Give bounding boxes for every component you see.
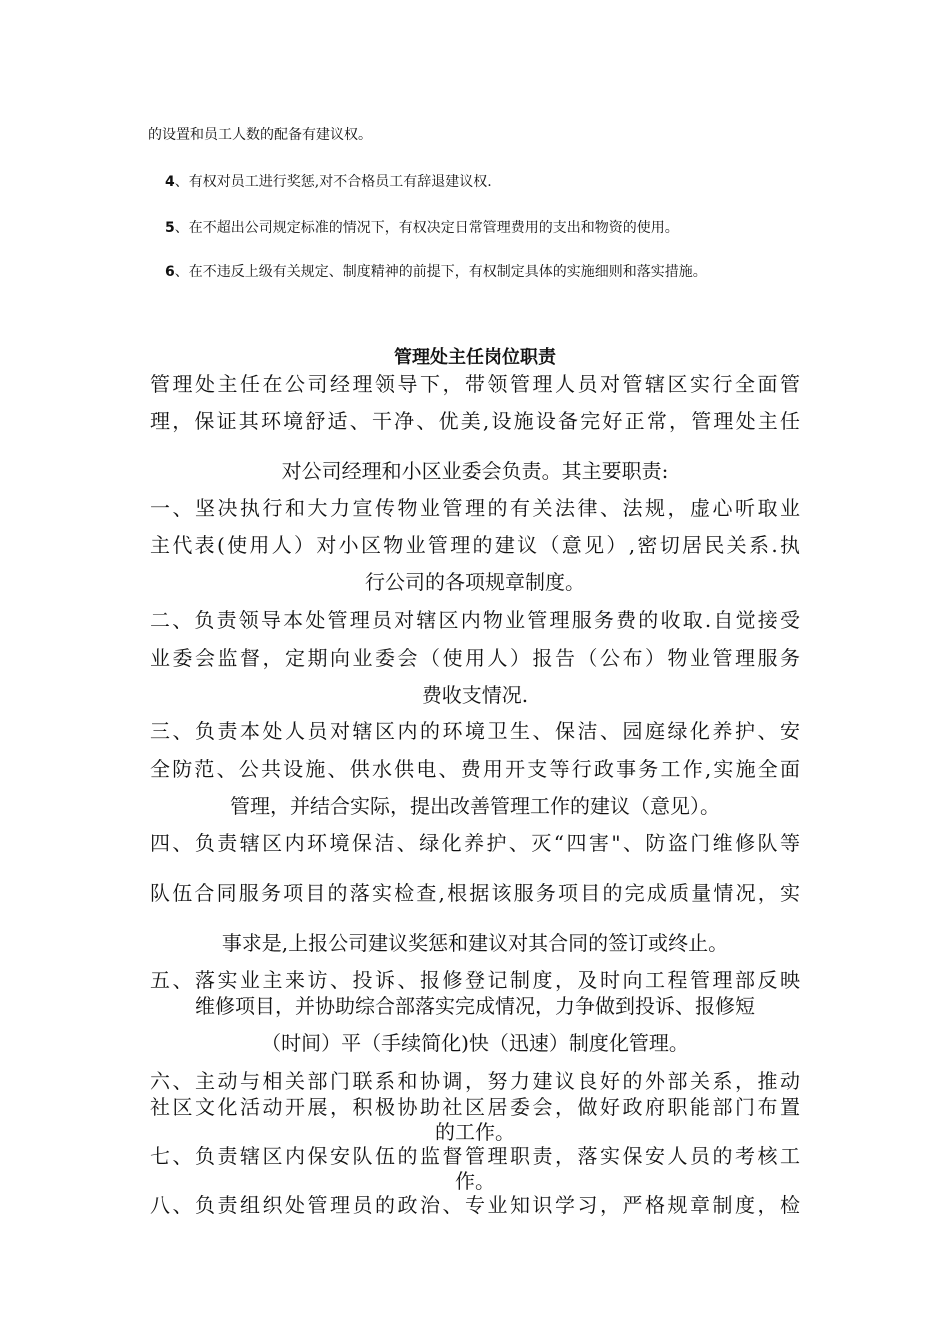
duty-6-line: 的工作。 bbox=[435, 1120, 515, 1144]
duty-7-line: 作。 bbox=[455, 1169, 495, 1193]
duty-6-line: 社区文化活动开展，积极协助社区居委会，做好政府职能部门布置 bbox=[150, 1095, 800, 1119]
list-item-5: 5、在不超出公司规定标准的情况下，有权决定日常管理费用的支出和物资的使用。 bbox=[165, 220, 679, 236]
list-item-4: 4、有权对员工进行奖惩,对不合格员工有辞退建议权. bbox=[165, 174, 492, 190]
duty-1-line: 主代表(使用人）对小区物业管理的建议（意见）,密切居民关系.执 bbox=[150, 533, 800, 557]
duty-4-line: 事求是,上报公司建议奖惩和建议对其合同的签订或终止。 bbox=[221, 931, 729, 955]
duty-4-line: 四、负责辖区内环境保洁、绿化养护、灭“四害"、防盗门维修队等 bbox=[150, 831, 800, 855]
duty-3-line: 三、负责本处人员对辖区内的环境卫生、保洁、园庭绿化养护、安 bbox=[150, 719, 800, 743]
section-title: 管理处主任岗位职责 bbox=[394, 347, 556, 368]
duty-1-line: 一、坚决执行和大力宣传物业管理的有关法律、法规，虚心听取业 bbox=[150, 496, 800, 520]
duty-5-line: （时间）平（手续简化)快（迅速）制度化管理。 bbox=[261, 1031, 689, 1055]
duty-8-line: 八、负责组织处管理员的政治、专业知识学习，严格规章制度，检 bbox=[150, 1193, 800, 1217]
continuation-line: 的设置和员工人数的配备有建议权。 bbox=[148, 127, 372, 143]
intro-line: 对公司经理和小区业委会负责。其主要职责: bbox=[281, 459, 669, 483]
duty-1-line: 行公司的各项规章制度。 bbox=[365, 570, 585, 594]
list-item-6: 6、在不违反上级有关规定、制度精神的前提下，有权制定具体的实施细则和落实措施。 bbox=[165, 264, 707, 280]
intro-line: 管理处主任在公司经理领导下，带领管理人员对管辖区实行全面管 bbox=[150, 372, 800, 396]
duty-2-line: 二、负责领导本处管理员对辖区内物业管理服务费的收取.自觉接受 bbox=[150, 608, 800, 632]
duty-5-line: 五、落实业主来访、投诉、报修登记制度，及时向工程管理部反映 bbox=[150, 968, 800, 992]
duty-6-line: 六、主动与相关部门联系和协调，努力建议良好的外部关系，推动 bbox=[150, 1069, 800, 1093]
duty-4-line: 队伍合同服务项目的落实检查,根据该服务项目的完成质量情况，实 bbox=[150, 881, 800, 905]
duty-2-line: 业委会监督，定期向业委会（使用人）报告（公布）物业管理服务 bbox=[150, 646, 800, 670]
duty-5-line: 维修项目，并协助综合部落实完成情况，力争做到投诉、报修短 bbox=[195, 994, 755, 1018]
duty-7-line: 七、负责辖区内保安队伍的监督管理职责，落实保安人员的考核工 bbox=[150, 1144, 800, 1168]
intro-line: 理，保证其环境舒适、干净、优美,设施设备完好正常，管理处主任 bbox=[150, 409, 800, 433]
duty-2-line: 费收支情况. bbox=[421, 683, 529, 707]
duty-3-line: 管理，并结合实际，提出改善管理工作的建议（意见）。 bbox=[230, 794, 720, 818]
duty-3-line: 全防范、公共设施、供水供电、费用开支等行政事务工作,实施全面 bbox=[150, 757, 800, 781]
